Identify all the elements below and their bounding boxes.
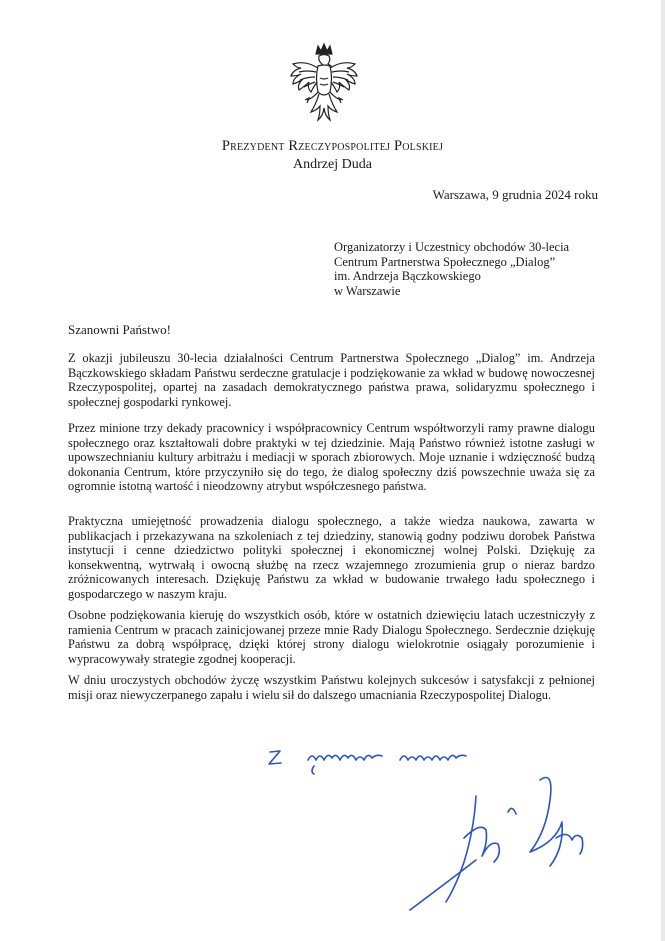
addressee-line: im. Andrzeja Bączkowskiego bbox=[334, 269, 481, 283]
white-eagle-emblem-icon bbox=[287, 42, 361, 128]
body-paragraph: Praktyczna umiejętność prowadzenia dialogu społecznego, a także wiedza naukowa, zawarta w publikacjach i przekazywana na szkoleniach z tej dziedziny, stanowią godny podziwu dorobek Państwa instytucji i cenne dziedzictwo polityki społecznej i ekonomicznej wolnej Polski. Dziękuję za konsekwentną, wytrwałą i owocną służbę na rzecz wzajemnego zrozumienia grup o nieraz bardzo zróżnicowanych interesach. Dziękuję Państwu za wkład w budowanie trwałego ładu społecznego i gospodarczego w naszym kraju. bbox=[68, 514, 595, 601]
letterhead-name: Andrzej Duda bbox=[293, 157, 372, 172]
addressee-line: w Warszawie bbox=[334, 283, 401, 298]
body-paragraph: Z okazji jubileuszu 30-lecia działalności Centrum Partnerstwa Społecznego „Dialog” im. Andrzeja Bączkowskiego składam Państwu serdeczne gratulacje i podziękowanie za wkład w budowę nowoczesnej Rzeczypospolitej, opartej na zasadach demokratycznego państwa prawa, solidaryzmu społecznego i społecznej gospodarki rynkowej. bbox=[68, 351, 595, 409]
addressee-block bbox=[334, 240, 604, 298]
body-paragraph: Przez minione trzy dekady pracownicy i współpracownicy Centrum współtworzyli ramy prawne dialogu społecznego oraz kształtowali dobre praktyki w tej dziedzinie. Mają Państwo również istotne zasługi w upowszechnianiu kultury arbitrażu i mediacji w sporach zbiorowych. Moje uznanie i wdzięczność budzą dokonania Centrum, które przyczyniło się do tego, że dialog społeczny dziś powszechnie uważa się za ogromnie istotną wartość i nieodzowny atrybut współczesnego państwa. bbox=[68, 421, 595, 494]
greeting: Szanowni Państwo! bbox=[68, 322, 171, 337]
letterhead-title: Prezydent Rzeczypospolitej Polskiej bbox=[221, 138, 444, 154]
handwritten-signature bbox=[250, 740, 610, 920]
addressee-line: Organizatorzy i Uczestnicy obchodów 30-lecia bbox=[334, 240, 570, 254]
letter-date: Warszawa, 9 grudnia 2024 roku bbox=[432, 187, 598, 202]
addressee-line: Centrum Partnerstwa Społecznego „Dialog” bbox=[334, 254, 556, 269]
body-paragraph: Osobne podziękowania kieruję do wszystkich osób, które w ostatnich dziewięciu latach uczestniczyły z ramienia Centrum w pracach zainicjowanej przeze mnie Rady Dialogu Społecznego. Serdecznie dziękuję Państwu za dobrą współpracę, dzięki której strony dialogu wielokrotnie osiągały porozumienie i wypracowywały strategie zgodnej kooperacji. bbox=[68, 608, 595, 666]
body-paragraph: W dniu uroczystych obchodów życzę wszystkim Państwu kolejnych sukcesów i satysfakcji z pełnionej misji oraz niewyczerpanego zapału i wielu sił do dalszego umacniania Rzeczypospolitej Dialogu. bbox=[68, 673, 595, 702]
